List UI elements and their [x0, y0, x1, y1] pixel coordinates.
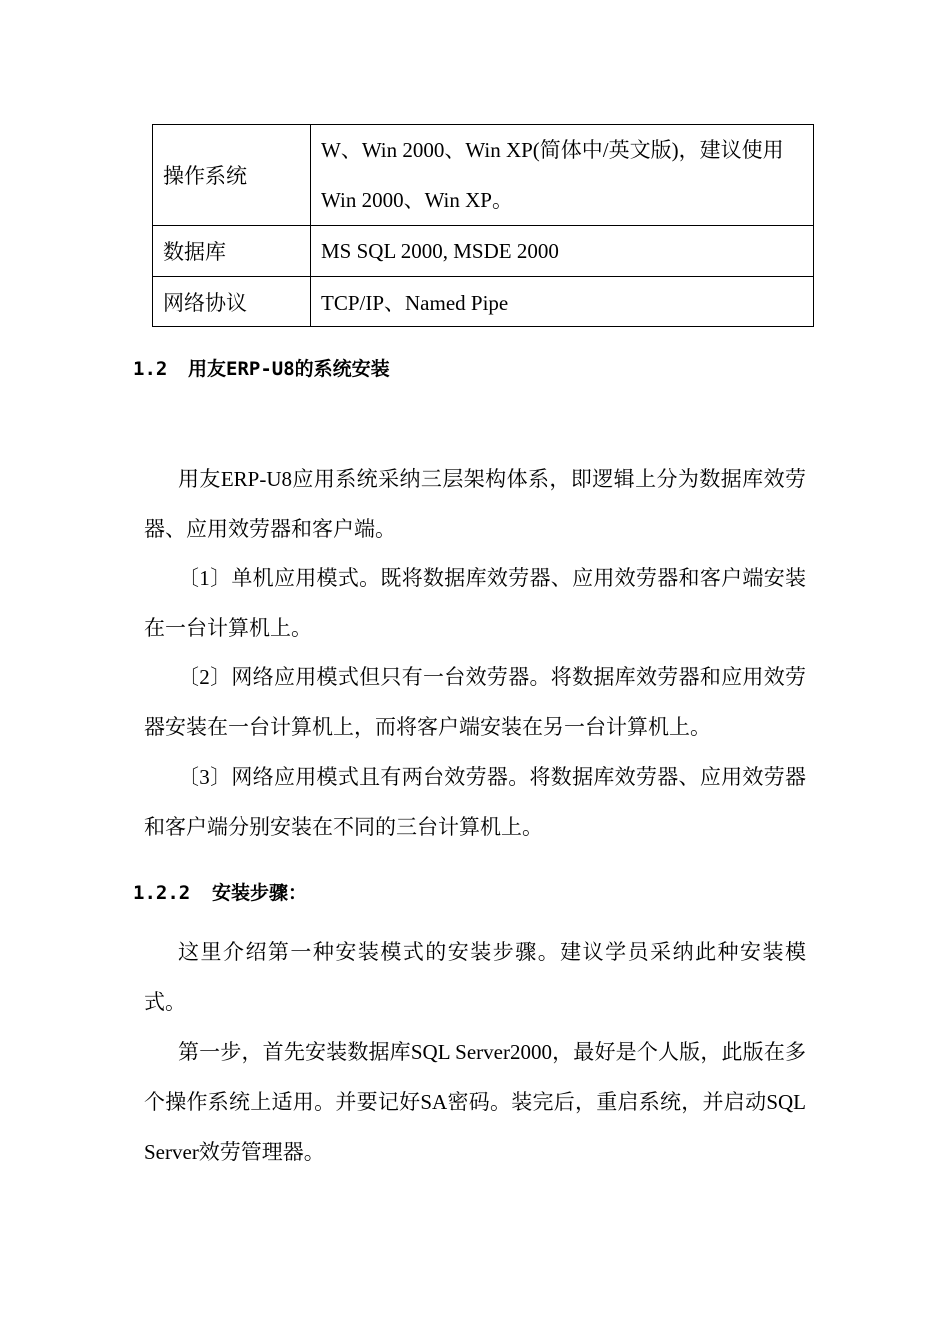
table-row: [153, 125, 814, 226]
network-protocol-value: TCP/IP、Named Pipe: [311, 277, 814, 327]
database-label: 数据库: [153, 226, 311, 277]
network-protocol-label: 网络协议: [153, 277, 311, 327]
table-row: [153, 277, 814, 327]
table-row: [153, 226, 814, 277]
paragraph-mode-3: 〔3〕网络应用模式且有两台效劳器。将数据库效劳器、应用效劳器和客户端分别安装在不同的三台计算机上。: [144, 765, 806, 839]
paragraph-mode-1: 〔1〕单机应用模式。既将数据库效劳器、应用效劳器和客户端安装在一台计算机上。: [144, 566, 806, 640]
system-requirements-table: [152, 124, 814, 327]
paragraph-step-1: 第一步，首先安装数据库SQL Server2000，最好是个人版，此版在多个操作系统上适用。并要记好SA密码。装完后，重启系统，并启动SQL Server效劳管理器。: [144, 1040, 806, 1164]
paragraph-intro-steps: 这里介绍第一种安装模式的安装步骤。建议学员采纳此种安装模式。: [144, 940, 806, 1014]
section-heading-1-2-2: [133, 878, 307, 905]
section-heading-1-2: [133, 354, 390, 381]
section-title: 用友ERP-U8的系统安装: [188, 358, 390, 380]
os-value: W、Win 2000、Win XP(简体中/英文版)，建议使用Win 2000、Win XP。: [311, 125, 814, 226]
database-value: MS SQL 2000, MSDE 2000: [311, 226, 814, 277]
os-label: 操作系统: [153, 125, 311, 226]
paragraph-mode-2: 〔2〕网络应用模式但只有一台效劳器。将数据库效劳器和应用效劳器安装在一台计算机上，而将客户端安装在另一台计算机上。: [144, 665, 806, 739]
section-number: 1.2.2: [133, 882, 191, 904]
section-number: 1.2: [133, 358, 168, 380]
section-title: 安装步骤：: [212, 882, 308, 904]
paragraph-architecture: 用友ERP-U8应用系统采纳三层架构体系，即逻辑上分为数据库效劳器、应用效劳器和客户端。: [144, 467, 806, 541]
